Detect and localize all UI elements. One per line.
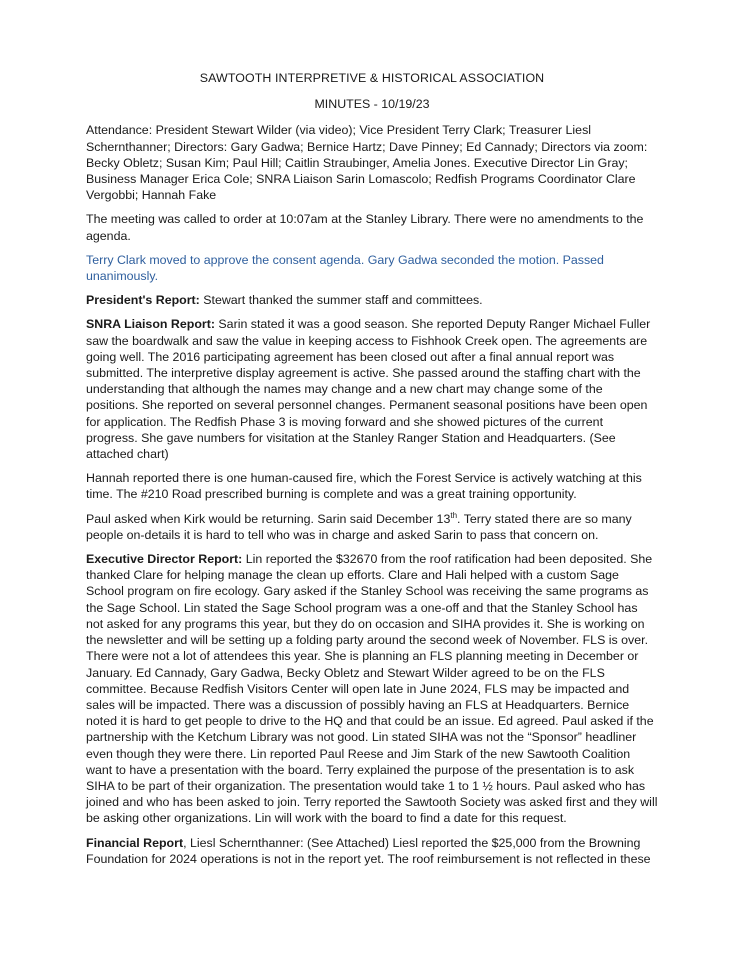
presidents-report-paragraph xyxy=(86,292,658,308)
fire-report-paragraph: Hannah reported there is one human-caused fire, which the Forest Service is actively watching at this time. The #210 Road prescribed burning is complete and was a great training opportunity. xyxy=(86,471,642,502)
executive-director-report-paragraph xyxy=(86,551,658,826)
kirk-paragraph-start: Paul asked when Kirk would be returning. Sarin said December 13 xyxy=(86,511,451,526)
financial-report-paragraph xyxy=(86,835,658,867)
kirk-paragraph-end: . Terry stated there are so many people on-details it is hard to tell who was in charge and asked Sarin to pass that concern on. xyxy=(86,511,632,542)
call-to-order-paragraph: The meeting was called to order at 10:07am at the Stanley Library. There were no amendments to the agenda. xyxy=(86,212,644,243)
financial-report-label: Financial Report xyxy=(86,835,184,850)
date-superscript: th xyxy=(450,510,458,520)
financial-report-text: , Liesl Schernthanner: (See Attached) Liesl reported the $25,000 from the Browning Foundation for 2024 operations is not in the report yet. The roof reimbursement is not reflected in these xyxy=(86,835,651,866)
snra-liaison-report-paragraph xyxy=(86,316,658,462)
executive-director-report-text: Lin reported the $32670 from the roof ratification had been deposited. She thanked Clare for helping manage the clean up efforts. Clare and Hali helped with a custom Sage School program on fire ecology. Gary asked if the Stanley School was receiving the same programs as the Sage School. Lin stated the Sage School program was a one-off and that the Stanley School has not asked for any programs this year, but they do on occasion and SIHA provides it. She is working on the newsletter and will be setting up a folding party around the second week of November. FLS is over. There were not a lot of attendees this year. She is planning an FLS planning meeting in December or January. Ed Cannady, Gary Gadwa, Becky Obletz and Stewart Wilder agreed to be on the FLS committee. Because Redfish Visitors Center will open late in June 2024, FLS may be impacted and sales will be impacted. There was a discussion of possibly having an FLS at Headquarters. Bernice noted it is hard to get people to drive to the HQ and that could be an issue. Ed agreed. Paul asked if the partnership with the Ketchum Library was not good. Lin stated SIHA was not the “Sponsor” headliner even though they were there. Lin reported Paul Reese and Jim Stark of the new Sawtooth Coalition want to have a presentation with the board. Terry explained the purpose of the presentation is to ask SIHA to be part of their organization. The presentation would take 1 to 1 ½ hours. Paul asked who has joined and who has been asked to join. Terry reported the Sawtooth Society was asked first and they will be asking other organizations. Lin will work with the board to find a date for this request. xyxy=(86,552,658,826)
attendance-paragraph: Attendance: President Stewart Wilder (via video); Vice President Terry Clark; Treasurer Liesl Schernthanner; Directors: Gary Gadwa; Bernice Hartz; Dave Pinney; Ed Cannady; Directors via zoom: Becky Obletz; Susan Kim; Paul Hill; Caitlin Straubinger, Amelia Jones. Executive Director Lin Gray; Business Manager Erica Cole; SNRA Liaison Sarin Lomascolo; Redfish Programs Coordinator Clare Vergobbi; Hannah Fake xyxy=(86,123,648,203)
executive-director-report-label: Executive Director Report: xyxy=(86,552,243,567)
kirk-return-paragraph xyxy=(86,511,658,543)
consent-agenda-motion: Terry Clark moved to approve the consent agenda. Gary Gadwa seconded the motion. Passed unanimously. xyxy=(86,252,604,284)
snra-liaison-report-label: SNRA Liaison Report: xyxy=(86,317,215,332)
minutes-body xyxy=(86,70,658,875)
presidents-report-text: Stewart thanked the summer staff and committees. xyxy=(199,293,483,308)
presidents-report-label: President's Report: xyxy=(86,293,200,308)
snra-liaison-report-text: Sarin stated it was a good season. She reported Deputy Ranger Michael Fuller saw the boardwalk and saw the value in keeping access to Fishhook Creek open. The agreements are going well. The 2016 participating agreement has been closed out after a final annual report was submitted. The interpretive display agreement is active. She passed around the staffing chart with the understanding that although the names may change and a new chart may change some of the positions. She reported on several personnel changes. Permanent seasonal positions have been open for application. The Redfish Phase 3 is moving forward and she showed pictures of the current progress. She gave numbers for visitation at the Stanley Ranger Station and Headquarters. (See attached chart) xyxy=(86,317,651,462)
organization-title: SAWTOOTH INTERPRETIVE & HISTORICAL ASSOCIATION xyxy=(199,71,545,85)
minutes-date: MINUTES - 10/19/23 xyxy=(314,97,430,112)
